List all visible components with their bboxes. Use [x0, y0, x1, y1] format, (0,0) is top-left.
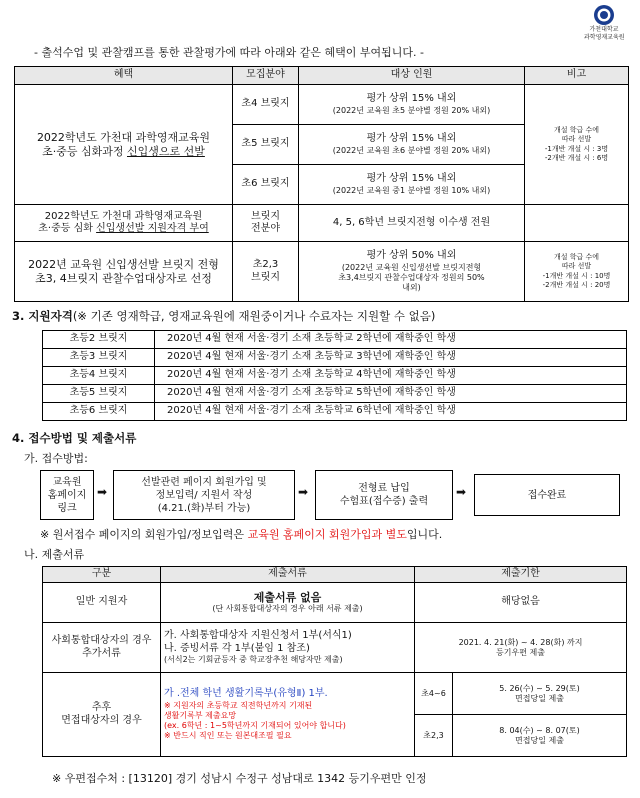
- general-label: 일반 지원자: [43, 583, 161, 623]
- note-cell-3: 개설 학급 수에 따라 선발 -1개반 개설 시 : 10명 -2개반 개설 시 : 20명: [525, 242, 629, 302]
- sub-b-title: 나. 제출서류: [24, 548, 85, 561]
- general-docs: 제출서류 없음 (단 사회통합대상자의 경우 아래 서류 제출): [161, 583, 415, 623]
- docs-header-docs: 제출서류: [161, 567, 415, 583]
- field-cell: 초6 브릿지: [233, 165, 299, 205]
- social-label: 사회통합대상자의 경우 추가서류: [43, 623, 161, 673]
- interview-docs: 가 .전체 학년 생활기록부(유형Ⅱ) 1부. ※ 지원자의 초등학교 직전학년까지 기재된 생활기록부 제출요망 (ex. 6학년 : 1~5학년까지 기재되어 있어야 합니다) ※ 반드시 직인 또는 원본대조필 필요: [161, 673, 415, 757]
- benefit-cell-3: 2022년 교육원 신입생선발 브릿지 전형 초3, 4브릿지 관찰수업대상자로 선정: [15, 242, 233, 302]
- field-cell-3: 초2,3 브릿지: [233, 242, 299, 302]
- interview-deadline: 8. 04(수) ~ 8. 07(토) 면접당일 제출: [453, 715, 627, 757]
- flow-step-payment: 전형료 납입 수험표(접수증) 출력: [315, 470, 453, 520]
- eligibility-table: [42, 330, 627, 421]
- grade-cell: 초등2 브릿지: [43, 331, 155, 349]
- benefit-1-line-b: 초·중등 심화과정 신입생으로 선발: [42, 144, 205, 158]
- grade-cell: 초등5 브릿지: [43, 385, 155, 403]
- docs-header-type: 구분: [43, 567, 161, 583]
- docs-header-deadline: 제출기한: [415, 567, 627, 583]
- logo-line1: 가천대학교: [589, 26, 619, 33]
- desc-cell: 2020년 4월 현재 서울·경기 소재 초등학교 5학년에 재학중인 학생: [155, 385, 627, 403]
- flow-step-homepage: 교육원 홈페이지 링크: [40, 470, 94, 520]
- logo-line2: 과학영재교육원: [584, 34, 625, 41]
- note-cell-1: 개설 학급 수에 따라 선발 -1개반 개설 시 : 3명 -2개반 개설 시 : 6명: [525, 85, 629, 205]
- postal-address: ※ 우편접수처 : [13120] 경기 성남시 수정구 성남대로 1342 등기우편만 인정: [52, 772, 427, 785]
- flow-step-register: 선발관련 페이지 회원가입 및 정보입력/ 지원서 작성 (4.21.(화)부터 가능): [113, 470, 295, 520]
- grade-cell: 초등6 브릿지: [43, 403, 155, 421]
- documents-table: [42, 566, 627, 757]
- university-seal-icon: [593, 4, 615, 26]
- target-cell-3: 평가 상위 50% 내외 (2022년 교육원 신입생선발 브릿지전형 초3,4브릿지 관찰수업대상자 정원의 50% 내외): [299, 242, 525, 302]
- arrow-icon: ➡: [298, 485, 309, 499]
- header-benefit: 혜택: [15, 67, 233, 85]
- interview-deadline: 5. 26(수) ~ 5. 29(토) 면접당일 제출: [453, 673, 627, 715]
- interview-label: 추후 면접대상자의 경우: [43, 673, 161, 757]
- section3-title: 3. 지원자격(※ 기존 영재학급, 영재교육원에 재원중이거나 수료자는 지원할 수 없음): [12, 309, 436, 323]
- arrow-icon: ➡: [456, 485, 467, 499]
- header-note: 비고: [525, 67, 629, 85]
- logo: [584, 4, 624, 42]
- desc-cell: 2020년 4월 현재 서울·경기 소재 초등학교 3학년에 재학중인 학생: [155, 349, 627, 367]
- interview-grade: 초4~6: [415, 673, 453, 715]
- target-cell-2: 4, 5, 6학년 브릿지전형 이수생 전원: [299, 205, 525, 242]
- desc-cell: 2020년 4월 현재 서울·경기 소재 초등학교 4학년에 재학중인 학생: [155, 367, 627, 385]
- grade-cell: 초등4 브릿지: [43, 367, 155, 385]
- social-docs: 가. 사회통합대상자 지원신청서 1부(서식1) 나. 증빙서류 각 1부(붙임 1 참조) (서식2는 기회균등자 중 학교장추천 해당자만 제출): [161, 623, 415, 673]
- field-cell: 초4 브릿지: [233, 85, 299, 125]
- benefit-cell-2: 2022학년도 가천대 과학영재교육원 초·중등 심화 신입생선발 지원자격 부여: [15, 205, 233, 242]
- benefit-1-line-a: 2022학년도 가천대 과학영재교육원: [36, 130, 211, 144]
- benefit-cell-1: [15, 85, 233, 205]
- arrow-icon: ➡: [97, 485, 108, 499]
- desc-cell: 2020년 4월 현재 서울·경기 소재 초등학교 2학년에 재학중인 학생: [155, 331, 627, 349]
- target-cell: 평가 상위 15% 내외 (2022년 교육원 초5 분야별 정원 20% 내외): [299, 85, 525, 125]
- notice-text: ※ 원서접수 페이지의 회원가입/정보입력은 교육원 홈페이지 회원가입과 별도입니다.: [40, 528, 443, 541]
- header-field: 모집분야: [233, 67, 299, 85]
- sub-a-title: 가. 접수방법:: [24, 452, 88, 465]
- target-cell: 평가 상위 15% 내외 (2022년 교육원 중1 분야별 정원 10% 내외): [299, 165, 525, 205]
- benefits-table: [14, 66, 629, 302]
- note-cell-2: [525, 205, 629, 242]
- field-cell: 초5 브릿지: [233, 125, 299, 165]
- intro-text: - 출석수업 및 관찰캠프를 통한 관찰평가에 따라 아래와 같은 혜택이 부여됩니다. -: [34, 46, 424, 59]
- target-cell: 평가 상위 15% 내외 (2022년 교육원 초6 분야별 정원 20% 내외): [299, 125, 525, 165]
- desc-cell: 2020년 4월 현재 서울·경기 소재 초등학교 6학년에 재학중인 학생: [155, 403, 627, 421]
- flow-step-complete: 접수완료: [474, 474, 620, 516]
- section4-title: 4. 접수방법 및 제출서류: [12, 431, 137, 445]
- header-target: 대상 인원: [299, 67, 525, 85]
- grade-cell: 초등3 브릿지: [43, 349, 155, 367]
- field-cell-2: 브릿지 전분야: [233, 205, 299, 242]
- social-deadline: 2021. 4. 21(화) ~ 4. 28(화) 까지 등기우편 제출: [415, 623, 627, 673]
- interview-grade: 초2,3: [415, 715, 453, 757]
- general-deadline: 해당없음: [415, 583, 627, 623]
